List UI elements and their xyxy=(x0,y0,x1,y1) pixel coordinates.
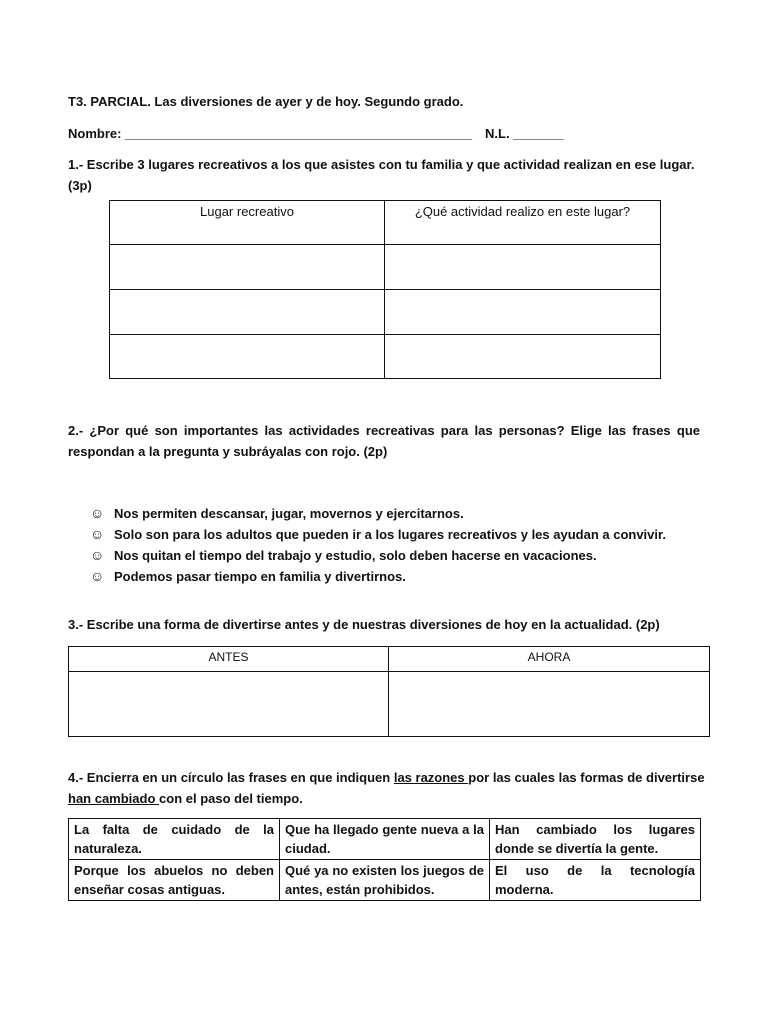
table-cell[interactable] xyxy=(385,245,661,290)
phrase-cell[interactable]: Porque los abuelos no deben enseñar cosas antiguas. xyxy=(69,860,280,901)
table-cell[interactable] xyxy=(385,335,661,379)
table-cell[interactable] xyxy=(110,290,385,335)
table-cell[interactable] xyxy=(110,245,385,290)
phrase-cell[interactable]: Qué ya no existen los juegos de antes, están prohibidos. xyxy=(280,860,490,901)
question-4-text: 4.- Encierra en un círculo las frases en que indiquen las razones por las cuales las formas de divertirse xyxy=(68,770,705,785)
question-2-text: 2.- ¿Por qué son importantes las actividades recreativas para las personas? Elige las frases que xyxy=(68,423,700,438)
worksheet-title: T3. PARCIAL. Las diversiones de ayer y de hoy. Segundo grado. xyxy=(68,94,464,109)
question-1-table xyxy=(109,200,661,379)
table-cell[interactable] xyxy=(389,672,710,737)
question-3-text: 3.- Escribe una forma de divertirse antes y de nuestras diversiones de hoy en la actualidad. (2p) xyxy=(68,617,660,632)
question-1-points: (3p) xyxy=(68,178,92,193)
table-header-actividad: ¿Qué actividad realizo en este lugar? xyxy=(385,201,661,245)
table-header-ahora: AHORA xyxy=(389,647,710,672)
smiley-icon: ☺ xyxy=(90,547,105,563)
list-number-field-label[interactable]: N.L. _______ xyxy=(485,126,564,141)
question-4-text-cont: han cambiado con el paso del tiempo. xyxy=(68,791,303,806)
table-cell[interactable] xyxy=(110,335,385,379)
question-4-table xyxy=(68,818,701,901)
question-3-table xyxy=(68,646,710,737)
name-field-label[interactable]: Nombre: ________________________________________________ xyxy=(68,126,473,141)
option-item[interactable]: ☺ Podemos pasar tiempo en familia y divertirnos. xyxy=(90,568,406,584)
question-1-text: 1.- Escribe 3 lugares recreativos a los que asistes con tu familia y que actividad realizan en ese lugar. xyxy=(68,157,695,172)
smiley-icon: ☺ xyxy=(90,505,105,521)
smiley-icon: ☺ xyxy=(90,526,105,542)
option-item[interactable]: ☺ Nos permiten descansar, jugar, movernos y ejercitarnos. xyxy=(90,505,464,521)
smiley-icon: ☺ xyxy=(90,568,105,584)
option-item[interactable]: ☺ Solo son para los adultos que pueden ir a los lugares recreativos y les ayudan a convivir. xyxy=(90,526,666,542)
table-cell[interactable] xyxy=(69,672,389,737)
table-header-antes: ANTES xyxy=(69,647,389,672)
phrase-cell[interactable]: El uso de la tecnología moderna. xyxy=(490,860,701,901)
table-cell[interactable] xyxy=(385,290,661,335)
question-2-text-cont: respondan a la pregunta y subráyalas con rojo. (2p) xyxy=(68,444,388,459)
phrase-cell[interactable]: La falta de cuidado de la naturaleza. xyxy=(69,819,280,860)
table-header-lugar: Lugar recreativo xyxy=(110,201,385,245)
option-item[interactable]: ☺ Nos quitan el tiempo del trabajo y estudio, solo deben hacerse en vacaciones. xyxy=(90,547,597,563)
phrase-cell[interactable]: Que ha llegado gente nueva a la ciudad. xyxy=(280,819,490,860)
phrase-cell[interactable]: Han cambiado los lugares donde se divertía la gente. xyxy=(490,819,701,860)
